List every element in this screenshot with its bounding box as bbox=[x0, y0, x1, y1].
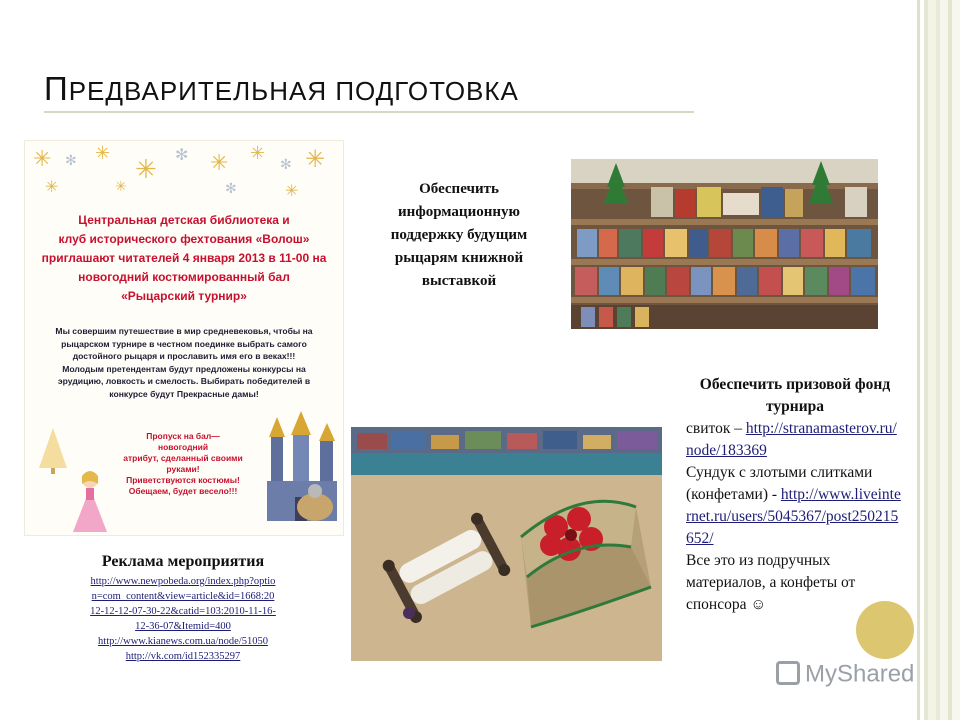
slide-border-decoration bbox=[914, 0, 960, 720]
poster-body-line: Молодым претендентам будут предложены конкурсы на bbox=[62, 363, 306, 374]
poster-note-line: Приветствуются костюмы! bbox=[126, 475, 240, 485]
snowflake-icon: ✳ bbox=[305, 145, 326, 173]
poster-heading-line: новогодний костюмированный бал bbox=[78, 270, 290, 284]
source-link[interactable]: n=com_content&view=article&id=1668:20 bbox=[91, 591, 275, 602]
watermark-name: MyShared bbox=[805, 660, 915, 688]
poster-body-line: конкурсе будут Прекрасные дамы! bbox=[109, 388, 259, 399]
snowflake-icon: ✳ bbox=[285, 181, 299, 200]
snowflake-icon: ✳ bbox=[115, 179, 127, 195]
presentation-icon bbox=[776, 661, 800, 685]
source-link[interactable]: http://www.newpobeda.org/index.php?optio bbox=[90, 576, 276, 587]
snowflake-icon: ✻ bbox=[280, 157, 292, 173]
chest-label: Сундук с злотыми слитками (конфетами) - bbox=[686, 464, 873, 503]
castle-knight-illustration bbox=[257, 411, 341, 531]
poster-caption-title: Реклама мероприятия bbox=[101, 553, 265, 570]
poster-body bbox=[35, 325, 333, 400]
poster-body-line: рыцарском турнире в честном поединке выбрать самого bbox=[61, 338, 307, 349]
snowflake-icon: ✳ bbox=[250, 143, 266, 164]
poster-note-line: Пропуск на бал—новогодний bbox=[146, 431, 220, 452]
poster-note bbox=[123, 431, 243, 497]
snowflake-icon: ✻ bbox=[65, 153, 77, 169]
slide-title bbox=[44, 70, 519, 108]
poster-caption-links bbox=[24, 574, 342, 664]
poster-heading-line: «Рыцарский турнир» bbox=[121, 289, 247, 303]
snowflake-icon: ✳ bbox=[45, 177, 59, 196]
poster-heading-line: Центральная детская библиотека и bbox=[78, 213, 290, 227]
source-link[interactable]: 12-36-07&Itemid=400 bbox=[135, 621, 231, 632]
poster-note-line: атрибут, сделанный своими bbox=[123, 453, 243, 463]
snowflake-icon: ✳ bbox=[95, 143, 111, 164]
poster-note-line: руками! bbox=[166, 464, 200, 474]
poster-note-line: Обещаем, будет весело!!! bbox=[128, 486, 238, 496]
snowflake-icon: ✻ bbox=[225, 181, 237, 197]
title-divider bbox=[44, 111, 694, 113]
snowflake-icon: ✳ bbox=[135, 155, 157, 185]
title-initial: П bbox=[44, 70, 69, 107]
snowflake-icon: ✳ bbox=[33, 147, 52, 172]
watermark-logo bbox=[776, 660, 914, 689]
prize-footer-text: Все это из подручных материалов, а конфеты от спонсора ☺ bbox=[686, 552, 856, 613]
poster-body-line: достойного рыцаря и прославить имя его в веках!!! bbox=[72, 351, 296, 361]
poster-heading-line: клуб исторического фехтования «Волош» bbox=[58, 232, 310, 246]
book-exhibit-photo bbox=[571, 159, 878, 329]
scroll-label: свиток – bbox=[686, 420, 746, 437]
event-poster-image bbox=[24, 140, 344, 536]
scroll-link[interactable]: http://stranamasterov.ru/node/183369 bbox=[686, 420, 897, 459]
book-exhibit-text: Обеспечить информационную поддержку будущим рыцарям книжной выставкой bbox=[390, 181, 528, 289]
source-link[interactable]: http://www.kianews.com.ua/node/51050 bbox=[98, 636, 268, 647]
poster-body-line: Мы совершим путешествие в мир средневековья, чтобы на bbox=[55, 326, 313, 336]
chest-link[interactable]: http://www.liveinternet.ru/users/5045367/post250215652/ bbox=[686, 486, 901, 547]
snowflake-icon: ✳ bbox=[210, 151, 229, 176]
title-rest: РЕДВАРИТЕЛЬНАЯ ПОДГОТОВКА bbox=[68, 76, 519, 106]
poster-heading bbox=[35, 211, 333, 306]
decorative-circle bbox=[856, 601, 914, 659]
source-link[interactable]: 12-12-12-07-30-22&catid=103:2010-11-16- bbox=[90, 606, 276, 617]
prize-fund-text bbox=[686, 374, 904, 616]
prize-scroll-chest-photo bbox=[351, 427, 662, 661]
princess-illustration bbox=[65, 466, 115, 534]
source-link[interactable]: http://vk.com/id152335297 bbox=[125, 651, 241, 662]
poster-heading-line: приглашают читателей 4 января 2013 в 11-00 на bbox=[41, 251, 327, 265]
poster-body-line: эрудицию, ловкость и смелость. Выбирать победителей в bbox=[57, 376, 311, 386]
snowflake-icon: ✻ bbox=[175, 145, 189, 164]
prize-fund-title: Обеспечить призовой фонд турнира bbox=[699, 376, 891, 415]
